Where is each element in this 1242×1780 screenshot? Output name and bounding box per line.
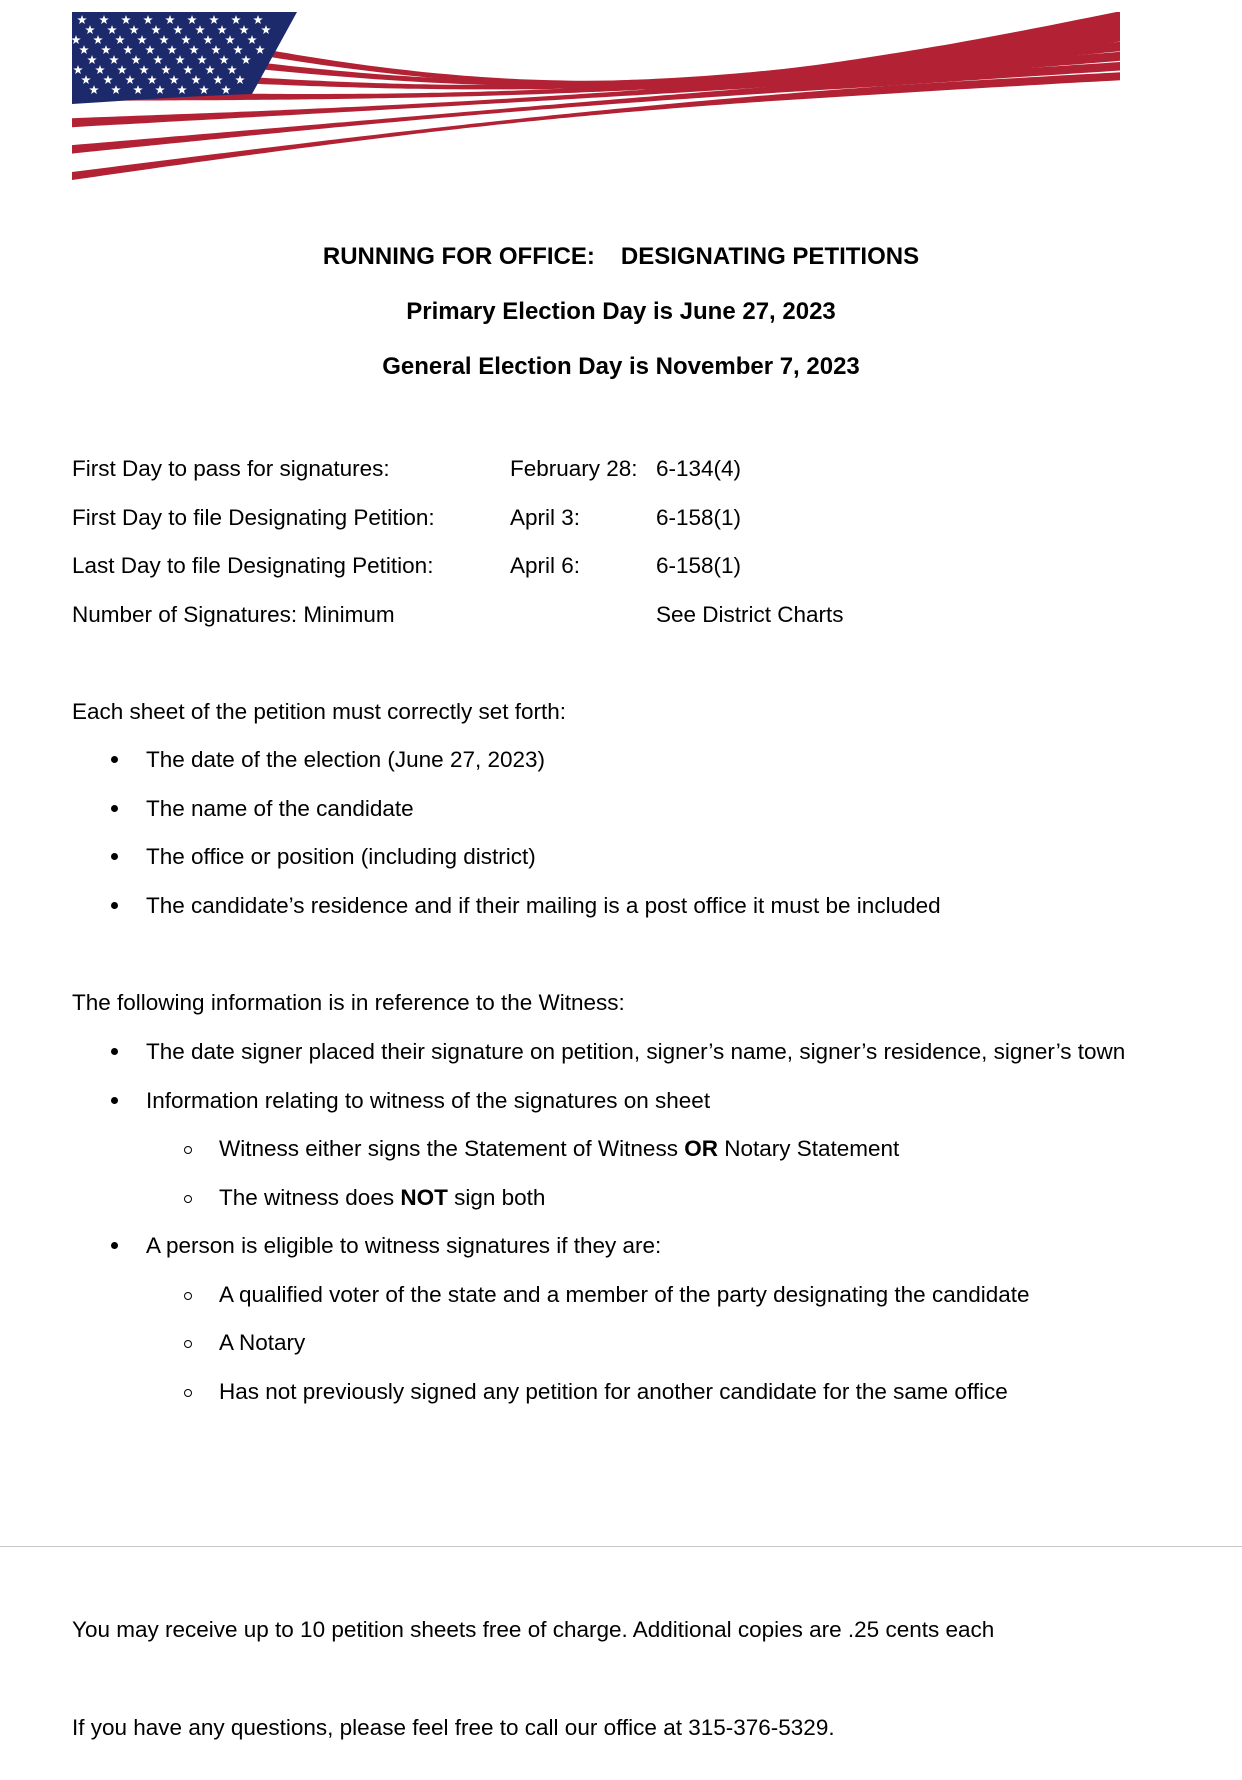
circle-bullet-icon	[184, 1146, 192, 1154]
list-item-text: A person is eligible to witness signatures if they are:	[146, 1233, 662, 1258]
footer-contact-note: If you have any questions, please feel free to call our office at 315-376-5329.	[72, 1715, 835, 1740]
date-row	[72, 552, 1172, 584]
sub-list-item	[182, 1184, 1222, 1216]
circle-bullet-icon	[184, 1340, 192, 1348]
list-item-text: The candidate’s residence and if their mailing is a post office it must be included	[146, 893, 941, 918]
page-divider	[0, 1546, 1242, 1547]
title-part-2: DESIGNATING PETITIONS	[620, 243, 920, 270]
date-row	[72, 601, 1172, 633]
sub-list-item	[182, 1135, 1222, 1167]
list-item-text: The office or position (including district)	[146, 844, 536, 869]
american-flag-icon	[72, 12, 1124, 188]
date-row-reference: See District Charts	[656, 602, 844, 627]
circle-bullet-icon	[184, 1292, 192, 1300]
primary-election-heading: Primary Election Day is June 27, 2023	[406, 298, 836, 325]
bullet-icon	[111, 853, 118, 860]
list-item	[110, 1038, 1230, 1070]
date-row	[72, 455, 1172, 487]
bullet-icon	[111, 1097, 118, 1104]
list-item-text: The date signer placed their signature on petition, signer’s name, signer’s residence, signer’s town	[146, 1039, 1126, 1064]
bullet-icon	[111, 902, 118, 909]
sub-list-item-text: Witness either signs the Statement of Witness OR Notary Statement	[219, 1136, 900, 1161]
date-row-reference: 6-134(4)	[656, 456, 742, 481]
page-title	[0, 242, 1242, 272]
general-election-heading: General Election Day is November 7, 2023	[382, 353, 860, 380]
list-item	[110, 746, 1230, 778]
sub-list-item-text: Has not previously signed any petition for another candidate for the same office	[219, 1379, 1008, 1404]
sub-list-item-text: The witness does NOT sign both	[219, 1185, 546, 1210]
bullet-icon	[111, 756, 118, 763]
date-row-label: Number of Signatures: Minimum	[72, 602, 395, 627]
date-row-label: Last Day to file Designating Petition:	[72, 553, 434, 578]
date-row-label: First Day to pass for signatures:	[72, 456, 390, 481]
date-row-date: April 6:	[510, 553, 581, 578]
sub-list-item	[182, 1329, 1222, 1361]
list-item	[110, 795, 1230, 827]
sub-list-item	[182, 1281, 1222, 1313]
list-item	[110, 1087, 1230, 1119]
title-part-1: RUNNING FOR OFFICE:	[322, 243, 595, 270]
list-item	[110, 1232, 1230, 1264]
list-item-text: Information relating to witness of the signatures on sheet	[146, 1088, 711, 1113]
list-item	[110, 892, 1230, 924]
bullet-icon	[111, 1048, 118, 1055]
circle-bullet-icon	[184, 1389, 192, 1397]
date-row-date: February 28:	[510, 456, 638, 481]
date-row-label: First Day to file Designating Petition:	[72, 505, 435, 530]
sub-list-item-text: A qualified voter of the state and a member of the party designating the candidate	[219, 1282, 1030, 1307]
date-row-reference: 6-158(1)	[656, 553, 742, 578]
date-row	[72, 504, 1172, 536]
witness-intro: The following information is in reference to the Witness:	[72, 990, 625, 1015]
list-item	[110, 843, 1230, 875]
list-item-text: The date of the election (June 27, 2023)	[146, 747, 546, 772]
bullet-icon	[111, 1242, 118, 1249]
sheet-requirements-intro: Each sheet of the petition must correctly set forth:	[72, 699, 566, 724]
bullet-icon	[111, 805, 118, 812]
list-item-text: The name of the candidate	[146, 796, 414, 821]
date-row-reference: 6-158(1)	[656, 505, 742, 530]
circle-bullet-icon	[184, 1195, 192, 1203]
date-row-date: April 3:	[510, 505, 581, 530]
footer-copies-note: You may receive up to 10 petition sheets free of charge. Additional copies are .25 cents each	[72, 1617, 995, 1642]
sub-list-item	[182, 1378, 1222, 1410]
sub-list-item-text: A Notary	[219, 1330, 306, 1355]
